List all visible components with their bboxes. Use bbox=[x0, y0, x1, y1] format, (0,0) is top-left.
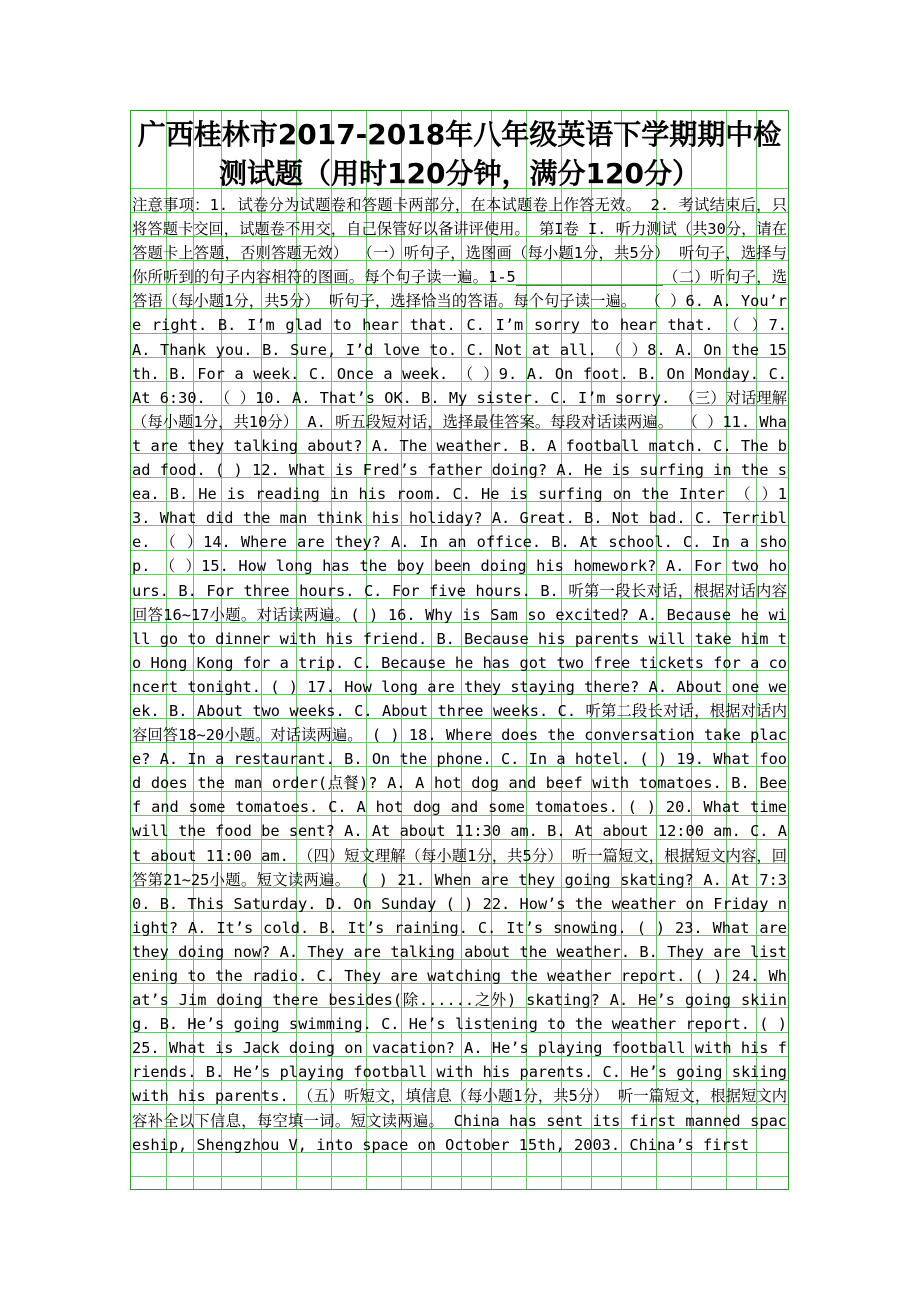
document-page bbox=[130, 110, 789, 1190]
grid-horizontal-line bbox=[131, 1176, 788, 1177]
document-body: 注意事项：1. 试卷分为试题卷和答题卡两部分，在本试题卷上作答无效。 2. 考试结束后，只将答题卡交回，试题卷不用交，自己保管好以备讲评使用。 第I卷 I. 听力测试（共30分，请在答题卡上答题，否则答题无效） （一）听句子，选图画（每小题1分，共5分） 听句子，选择与你所听到的句子内容相符的图画。每个句子读一遍。1-5________________（二）听句子，选答语（每小题1分，共5分） 听句子，选择恰当的答语。每个句子读一遍。 （ ）6. A. You’re right. B. I’m glad to hear that. C. I’m sorry to hear that. （ ）7. A. Thank you. B. Sure, I’d love to. C. Not at all. （ ）8. A. On the 15th. B. For a week. C. Once a week. （ ）9. A. On foot. B. On Monday. C. At 6:30. （ ）10. A. That’s OK. B. My sister. C. I’m sorry. （三）对话理解（每小题1分，共10分） A. 听五段短对话，选择最佳答案。每段对话读两遍。 （ ）11. What are they talking about? A. The weather. B. A football match. C. The bad food. ( ) 12. What is Fred’s father doing? A. He is surfing in the sea. B. He is reading in his room. C. He is surfing on the Inter （ ）13. What did the man think his holiday? A. Great. B. Not bad. C. Terrible. （ ）14. Where are they? A. In an office. B. At school. C. In a shop. （ ）15. How long has the boy been doing his homework? A. For two hours. B. For three hours. C. For five hours. B. 听第一段长对话，根据对话内容回答16~17小题。对话读两遍。( ) 16. Why is Sam so excited? A. Because he will go to dinner with his friend. B. Because his parents will take him to Hong Kong for a trip. C. Because he has got two free tickets for a concert tonight. ( ) 17. How long are they staying there? A. About one week. B. About two weeks. C. About three weeks. C. 听第二段长对话，根据对话内容回答18~20小题。对话读两遍。 ( ) 18. Where does the conversation take place? A. In a restaurant. B. On the phone. C. In a hotel. ( ) 19. What food does the man order(点餐)? A. A hot dog and beef with tomatoes. B. Beef and some tomatoes. C. A hot dog and some tomatoes. ( ) 20. What time will the food be sent? A. At about 11:30 am. B. At about 12:00 am. C. At about 11:00 am. （四）短文理解（每小题1分，共5分） 听一篇短文，根据短文内容，回答第21~25小题。短文读两遍。 ( ) 21. When are they going skating? A. At 7:30. B. This Saturday. D. On Sunday ( ) 22. How’s the weather on Friday night? A. It’s cold. B. It’s raining. C. It’s snowing. ( ) 23. What are they doing now? A. They are talking about the weather. B. They are listening to the radio. C. They are watching the weather report. ( ) 24. What’s Jim doing there besides(除......之外) skating? A. He’s going skiing. B. He’s going swimming. C. He’s listening to the weather report. ( ) 25. What is Jack doing on vacation? A. He’s playing football with his friends. B. He’s playing football with his parents. C. He’s going skiing with his parents. （五）听短文，填信息（每小题1分，共5分） 听一篇短文，根据短文内容补全以下信息，每空填一词。短文读两遍。 China has sent its first manned spaceship, Shengzhou V, into space on October 15th, 2003. China’s first bbox=[132, 196, 787, 1154]
document-title: 广西桂林市2017-2018年八年级英语下学期期中检测试题（用时120分钟，满分120分） bbox=[137, 118, 782, 190]
